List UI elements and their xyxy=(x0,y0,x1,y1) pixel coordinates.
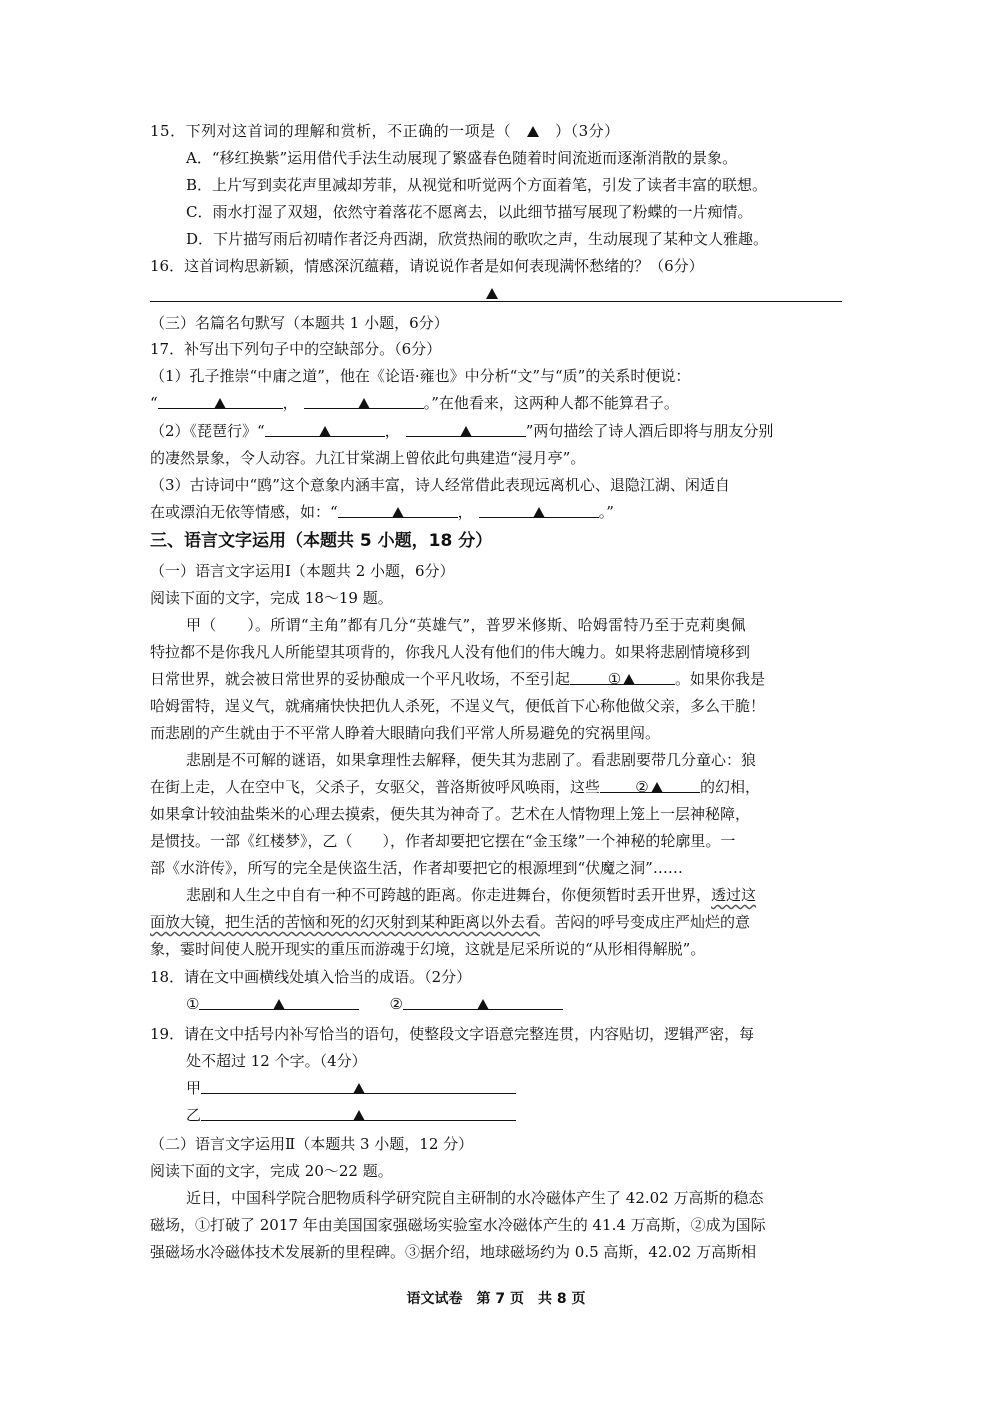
q15-option-c: C．雨水打湿了双翅，依然守着落花不愿离去，以此细节描写展现了粉蝶的一片痴情。 xyxy=(186,203,753,221)
answer-line-jia[interactable] xyxy=(201,1075,516,1094)
fill-blank[interactable] xyxy=(406,418,526,437)
passage-line: 如果拿计较油盐柴米的心理去摸索，便失其为神奇了。艺术在人情物理上笼上一层神秘障， xyxy=(150,805,751,823)
answer-line-yi[interactable] xyxy=(201,1102,516,1121)
passage-line: 特拉都不是你我凡人所能望其项背的，你我凡人没有他们的伟大魄力。如果将悲剧情境移到 xyxy=(150,643,751,661)
fill-blank[interactable] xyxy=(304,390,424,409)
answer-marker-icon xyxy=(527,126,539,137)
subsection-title: （一）语言文字运用Ⅰ（本题共 2 小题，6分） xyxy=(150,562,455,580)
section-title: （三）名篇名句默写（本题共 1 小题，6分） xyxy=(150,314,449,332)
passage-line: 面放大镜，把生活的苦恼和死的幻灭射到某种距离以外去看。苦闷的呼号变成庄严灿烂的意 xyxy=(150,913,751,931)
q17-part1-line2: “ ， 。”在他看来，这两种人都不能算君子。 xyxy=(150,390,850,416)
wavy-underlined-text: 透过这 xyxy=(711,886,757,904)
answer-blank-2[interactable] xyxy=(403,991,563,1010)
passage-line: 是惯技。一部《红楼梦》，乙（ ），作者却要把它摆在“金玉缘”一个神秘的轮廓里。一 xyxy=(150,832,736,850)
q17-stem: 17．补写出下列句子中的空缺部分。（6分） xyxy=(150,340,442,358)
passage-line: 日常世界，就会被日常世界的妥协酿成一个平凡收场，不至引起 ① 。如果你我是 xyxy=(150,666,850,692)
idiom-blank-1[interactable]: ① xyxy=(570,666,675,685)
q17-part1-line1: （1）孔子推崇“中庸之道”，他在《论语·雍也》中分析“文”与“质”的关系时便说： xyxy=(150,367,691,385)
passage-line: 磁场，①打破了 2017 年由美国国家强磁场实验室水冷磁体产生的 41.4 万高斯，②成为国际 xyxy=(150,1216,766,1234)
passage-line: 悲剧是不可解的谜语，如果拿理性去解释，便失其为悲剧了。看悲剧要带几分童心：狼 xyxy=(186,751,757,769)
reading-intro: 阅读下面的文字，完成 20～22 题。 xyxy=(150,1162,393,1180)
q16-stem: 16．这首词构思新颖，情感深沉蕴藉，请说说作者是如何表现满怀愁绪的？（6分） xyxy=(150,257,704,275)
q15-stem: 15．下列对这首词的理解和赏析，不正确的一项是（ ）（3分） xyxy=(150,122,620,140)
answer-marker-icon xyxy=(486,288,498,299)
fill-blank[interactable] xyxy=(158,390,283,409)
passage-line: 而悲剧的产生就由于不平常人睁着大眼睛向我们平常人所易避免的究祸里闯。 xyxy=(150,724,661,742)
fill-blank[interactable] xyxy=(338,499,458,518)
q16-answer-line[interactable] xyxy=(150,301,842,302)
q17-part2-line1: （2）《琵琶行》“ ， ”两句描绘了诗人酒后即将与朋友分别 xyxy=(150,418,850,444)
passage-line: 哈姆雷特，逞义气，就痛痛快快把仇人杀死，不逞义气，便低首下心称他做父亲，多么干脆！ xyxy=(150,697,766,715)
q18-stem: 18．请在文中画横线处填入恰当的成语。（2分） xyxy=(150,968,472,986)
page-footer: 语文试卷 第 7 页 共 8 页 xyxy=(406,1291,586,1307)
part-title: 三、语言文字运用（本题共 5 小题，18 分） xyxy=(150,531,493,551)
q18-answers: ① ② xyxy=(186,991,886,1017)
answer-blank-1[interactable] xyxy=(199,991,359,1010)
q17-part2-line2: 的凄然景象，令人动容。九江甘棠湖上曾依此句典建造“浸月亭”。 xyxy=(150,449,586,467)
q17-part3-line1: （3）古诗词中“鸥”这个意象内涵丰富，诗人经常借此表现远离机心、退隐江湖、闲适自 xyxy=(150,476,730,494)
fill-blank[interactable] xyxy=(479,499,599,518)
q15-option-d: D．下片描写雨后初晴作者泛舟西湖，欣赏热闹的歌吹之声，生动展现了某种文人雅趣。 xyxy=(186,230,769,248)
passage-line: 甲（ ）。所谓“主角”都有几分“英雄气”，普罗米修斯、哈姆雷特乃至于克莉奥佩 xyxy=(186,616,746,634)
subsection-title: （二）语言文字运用Ⅱ（本题共 3 小题，12 分） xyxy=(150,1135,474,1153)
q17-part3-line2: 在或漂泊无依等情感，如：“ ， 。” xyxy=(150,499,850,525)
passage-line: 部《水浒传》，所写的完全是侠盗生活，作者却要把它的根源埋到“伏魔之洞”…… xyxy=(150,859,683,877)
passage-line: 悲剧和人生之中自有一种不可跨越的距离。你走进舞台，你便须暂时丢开世界，透过这 xyxy=(186,886,757,904)
idiom-blank-2[interactable]: ② xyxy=(600,774,700,793)
passage-line: 强磁场水冷磁体技术发展新的里程碑。③据介绍，地球磁场约为 0.5 高斯，42.02 万高斯相 xyxy=(150,1243,757,1261)
reading-intro: 阅读下面的文字，完成 18～19 题。 xyxy=(150,589,393,607)
q19-stem: 19．请在文中括号内补写恰当的语句，使整段文字语意完整连贯，内容贴切，逻辑严密，每 xyxy=(150,1025,755,1043)
passage-line: 在街上走，人在空中飞，父杀子，女驱父，普洛斯彼呼风唤雨，这些 ② 的幻相， xyxy=(150,774,850,800)
q19-answer-yi: 乙 xyxy=(186,1102,886,1128)
passage-line: 象，霎时间使人脱开现实的重压而游魂于幻境，这就是尼采所说的“从形相得解脱”。 xyxy=(150,940,706,958)
fill-blank[interactable] xyxy=(265,418,385,437)
passage-line: 近日，中国科学院合肥物质科学研究院自主研制的水冷磁体产生了 42.02 万高斯的稳态 xyxy=(186,1189,764,1207)
wavy-underlined-text: 面放大镜，把生活的苦恼和死的幻灭射到某种距离以外去看 xyxy=(150,913,541,931)
q19-stem-cont: 处不超过 12 个字。（4分） xyxy=(186,1052,367,1070)
q15-option-b: B．上片写到卖花声里减却芳菲，从视觉和听觉两个方面着笔，引发了读者丰富的联想。 xyxy=(186,176,768,194)
q15-option-a: A．“移红换紫”运用借代手法生动展现了繁盛春色随着时间流逝而逐渐消散的景象。 xyxy=(186,149,738,167)
q19-answer-jia: 甲 xyxy=(186,1075,886,1101)
